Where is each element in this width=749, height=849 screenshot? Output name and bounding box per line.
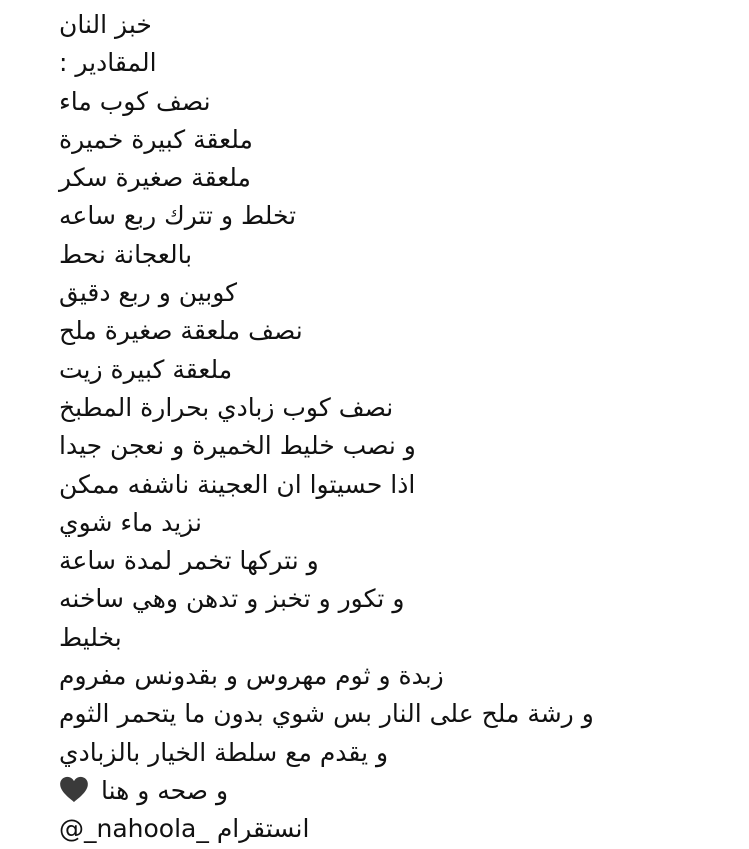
recipe-text-block bbox=[59, 6, 749, 849]
closing-text: و صحه و هنا bbox=[100, 775, 229, 805]
ingredients-heading: المقادير : bbox=[59, 48, 157, 78]
instagram-label: انستقرام bbox=[216, 814, 310, 844]
recipe-line: ملعقة صغيرة سكر bbox=[59, 163, 251, 193]
recipe-line: نزيد ماء شوي bbox=[59, 507, 202, 537]
recipe-line: بالعجانة نحط bbox=[59, 239, 193, 269]
recipe-line: ملعقة كبيرة خميرة bbox=[59, 124, 253, 154]
recipe-line: اذا حسيتوا ان العجينة ناشفه ممكن bbox=[59, 469, 416, 499]
recipe-title: خبز النان bbox=[59, 10, 152, 39]
recipe-line: تخلط و تترك ربع ساعه bbox=[59, 201, 297, 231]
recipe-line: و نتركها تخمر لمدة ساعة bbox=[59, 546, 319, 576]
signature-line bbox=[59, 810, 749, 848]
recipe-note bbox=[0, 6, 749, 848]
closing-line bbox=[59, 772, 749, 810]
recipe-line: نصف كوب ماء bbox=[59, 86, 211, 116]
recipe-line: ملعقة كبيرة زيت bbox=[59, 354, 233, 384]
recipe-line: نصف ملعقة صغيرة ملح bbox=[59, 316, 303, 346]
recipe-line: زبدة و ثوم مهروس و بقدونس مفروم bbox=[59, 661, 444, 691]
black-heart-icon bbox=[59, 776, 89, 803]
recipe-line: كوبين و ربع دقيق bbox=[59, 278, 238, 308]
recipe-line: و يقدم مع سلطة الخيار بالزبادي bbox=[59, 737, 389, 767]
recipe-line: و رشة ملح على النار بس شوي بدون ما يتحمر الثوم bbox=[59, 699, 594, 729]
instagram-handle: @_nahoola_ bbox=[59, 814, 209, 844]
recipe-line: بخليط bbox=[59, 622, 122, 652]
recipe-line: نصف كوب زبادي بحرارة المطبخ bbox=[59, 392, 394, 422]
recipe-line: و تكور و تخبز و تدهن وهي ساخنه bbox=[59, 584, 405, 614]
recipe-line: و نصب خليط الخميرة و نعجن جيدا bbox=[59, 431, 416, 461]
